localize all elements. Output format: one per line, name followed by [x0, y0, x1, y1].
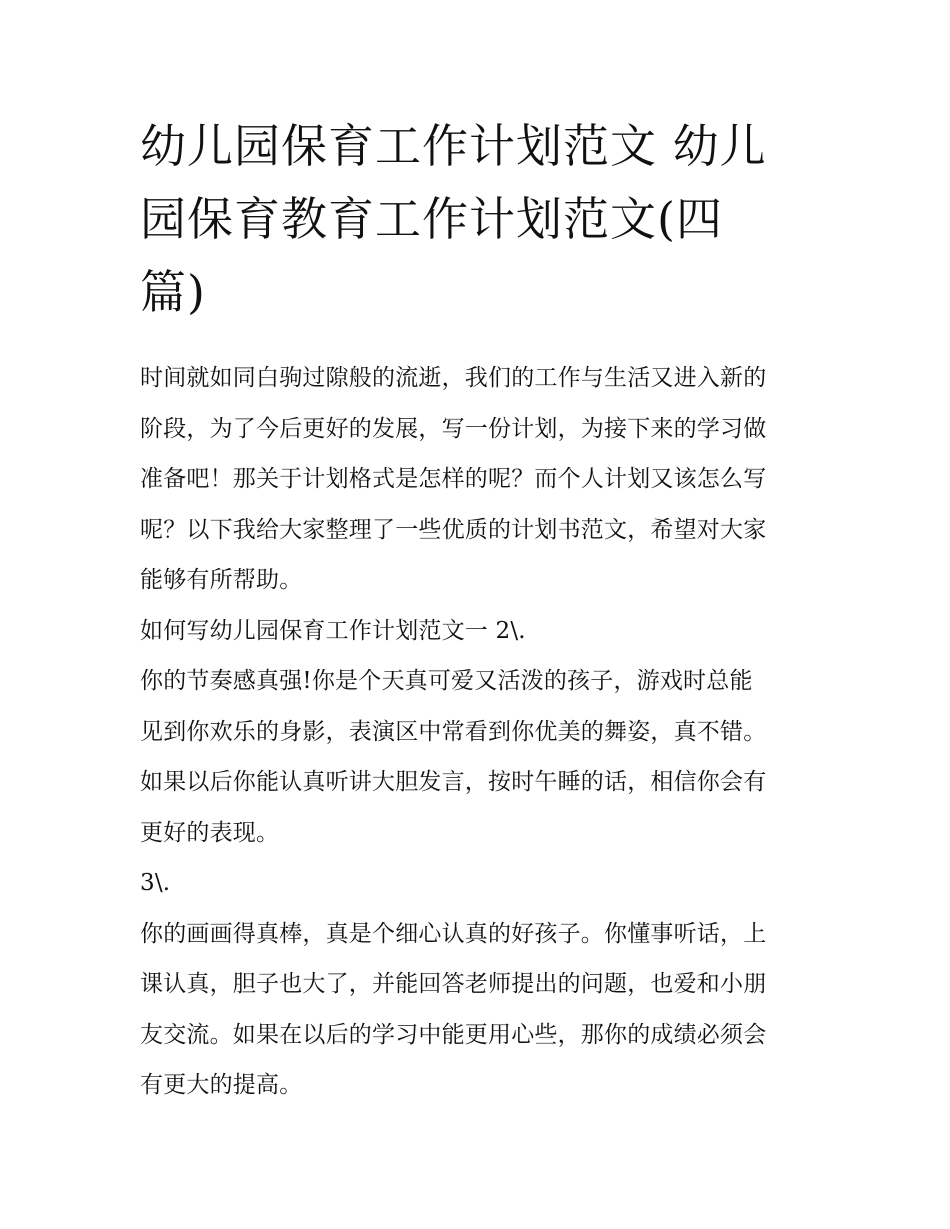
paragraph-line: 阶段，为了今后更好的发展，写一份计划，为接下来的学习做 — [140, 415, 767, 442]
title-line: 篇) — [140, 265, 206, 319]
paragraph-line: 友交流。如果在以后的学习中能更用心些，那你的成绩必须会 — [140, 1021, 767, 1048]
paragraph-line: 如果以后你能认真听讲大胆发言，按时午睡的话，相信你会有 — [140, 769, 767, 795]
title-line: 园保育教育工作计划范文(四 — [140, 192, 723, 246]
paragraph-line: 课认真，胆子也大了，并能回答老师提出的问题，也爱和小朋 — [140, 971, 767, 997]
paragraph-line: 你的画画得真棒，真是个细心认真的好孩子。你懂事听话，上 — [140, 920, 767, 947]
page-title — [140, 110, 820, 329]
title-line: 幼儿园保育工作计划范文 幼儿 — [140, 119, 767, 173]
paragraph-line: 时间就如同白驹过隙般的流逝，我们的工作与生活又进入新的 — [140, 365, 767, 391]
paragraph-line: 准备吧！那关于计划格式是怎样的呢？而个人计划又该怎么写 — [140, 466, 767, 492]
paragraph-line: 你的节奏感真强!你是个天真可爱又活泼的孩子，游戏时总能 — [140, 668, 753, 694]
paragraph-line: 见到你欢乐的身影，表演区中常看到你优美的舞姿，真不错。 — [140, 718, 767, 745]
section-heading: 如何写幼儿园保育工作计划范文一 2\. — [140, 617, 526, 644]
item-number: 3\. — [140, 870, 171, 896]
paragraph-line: 呢？以下我给大家整理了一些优质的计划书范文，希望对大家 — [140, 516, 767, 543]
body-text — [140, 353, 820, 1111]
paragraph-line: 更好的表现。 — [140, 819, 280, 846]
paragraph-line: 有更大的提高。 — [140, 1072, 303, 1098]
paragraph-line: 能够有所帮助。 — [140, 567, 303, 593]
